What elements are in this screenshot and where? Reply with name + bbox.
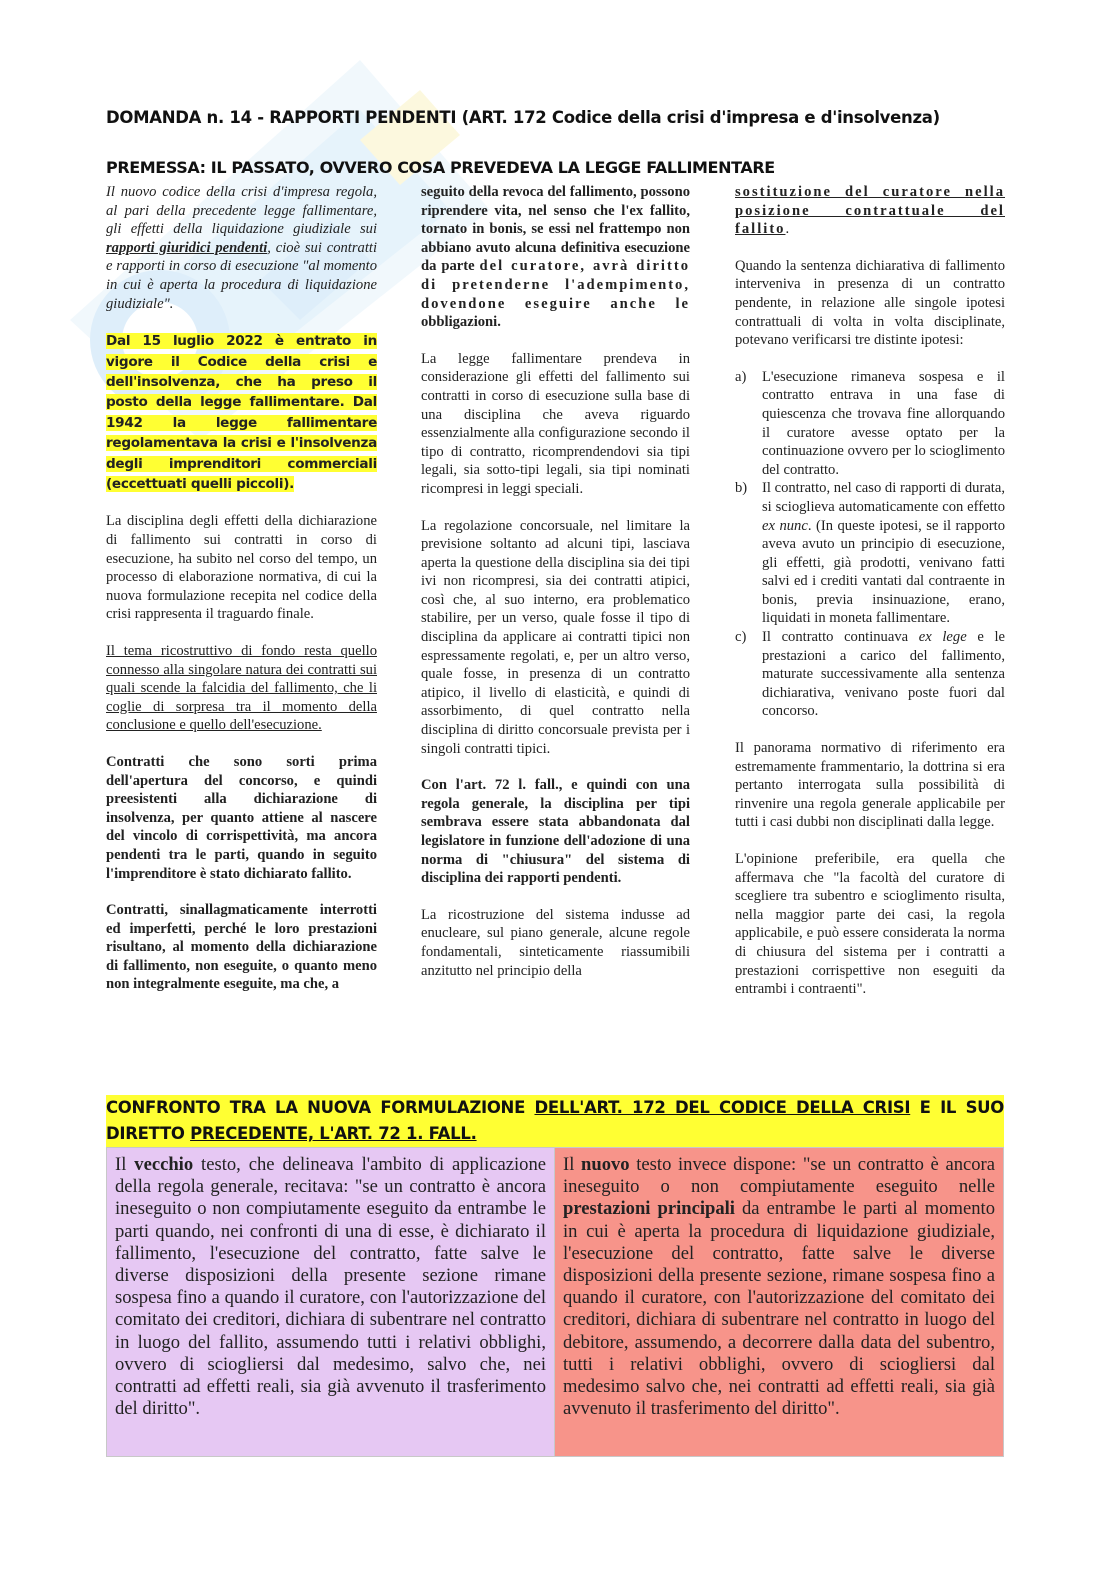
list-item-emphasis: ex lege bbox=[918, 629, 967, 646]
section-heading-confronto bbox=[106, 1095, 1004, 1147]
confronto-underlined-2: PRECEDENTE, L'ART. 72 1. FALL. bbox=[190, 1124, 477, 1143]
paragraph-contratti-2: Contratti, sinallagmaticamente interrotti ed imperfetti, perché le loro prestazioni risultano, al momento della dichiarazione di fallimento, non eseguite, o quanto meno non integralmente eseguite, ma che, a bbox=[106, 902, 377, 993]
revoca-text-spaced: del curatore, avrà diritto di pretenderne l'adempimento, dovendone eseguire anche le bbox=[421, 258, 690, 312]
paragraph-regolazione: La regolazione concorsuale, nel limitare la previsione soltanto ad alcuni tipi, lasciava aperta la questione della disciplina sia dei tipi ivi non ricompresi, sia dei contratti atipici, così che, al suo interno, era problematico stabilire, per un verso, quale fosse il tipo di disciplina da applicare ai contratti tipici non espressamente regolati, e, per un altro verso, quale fosse, in presenza di un contratto atipico, il livello di elasticità, e quindi di assorbimento, di quel contratto nella disciplina di diritto concorsuale prevista per i singoli contratti tipici. bbox=[421, 517, 690, 757]
paragraph-intro bbox=[106, 183, 377, 313]
revoca-text-c: obbligazioni. bbox=[421, 314, 501, 331]
sostituzione-emphasis: sostituzione del curatore nella posizione contrattuale del fallito bbox=[735, 184, 1005, 238]
text-column-2 bbox=[421, 183, 690, 998]
confronto-text-b: E IL SUO DIRETTO bbox=[106, 1098, 1004, 1143]
intro-text-b: , cioè sui contratti e rapporti in corso di esecuzione "al momento in cui è aperta la procedura di liquidazione giudiziale". bbox=[106, 239, 377, 312]
text-column-3 bbox=[735, 183, 1005, 1017]
list-marker: c) bbox=[735, 629, 747, 646]
list-item-text: Il contratto, nel caso di rapporti di durata, si scioglieva automaticamente con effetto bbox=[762, 480, 1005, 515]
paragraph-contratti-1: Contratti che sono sorti prima dell'apertura del concorso, e quindi preesistenti alla dichiarazione di insolvenza, per quanto attiene al nascere del vincolo di corrispettività, ma ancora pendenti tra le parti, quando in seguito l'imprenditore è stato dichiarato fallito. bbox=[106, 753, 377, 882]
new-text-c: da entrambe le parti al momento in cui è aperta la procedura di liquidazione giudiziale, l'esecuzione del contratto, fatte salve le diverse disposizioni della presente sezione, rimane sospesa fino a quando il curatore, con l'autorizzazione del comitato dei creditori, dichiara di subentrare nel contratto in luogo del debitore, assumendo, a decorrere dalla data del subentro, tutti i relativi obblighi, ovvero di sciogliersi dal medesimo salvo che, nei contratti ad effetti reali, sia già avvenuto il trasferimento del diritto". bbox=[563, 1198, 995, 1420]
intro-text-a: Il nuovo codice della crisi d'impresa regola, al pari della precedente legge fallimentare, gli effetti della liquidazione giudiziale sui bbox=[106, 184, 377, 238]
paragraph-tema: Il tema ricostruttivo di fondo resta quello connesso alla singolare natura dei contratti sui quali scende la falcidia del fallimento, che li coglie di sorpresa tra il momento della conclusione e quello dell'esecuzione. bbox=[106, 642, 377, 734]
paragraph-revoca bbox=[421, 183, 690, 332]
intro-emphasis: rapporti giuridici pendenti bbox=[106, 239, 268, 256]
hypotheses-list bbox=[735, 368, 1005, 721]
confronto-underlined-1: DELL'ART. 172 DEL CODICE DELLA CRISI bbox=[534, 1098, 911, 1117]
list-marker: a) bbox=[735, 368, 747, 385]
list-item bbox=[735, 368, 1005, 480]
text-column-1 bbox=[106, 183, 377, 1012]
revoca-text-a: seguito della revoca del fallimento, possono riprendere vita, nel senso che l'ex fallito, tornato in bonis, se essi nel frattempo non abbiano avuto alcuna definitiva esecuzione da parte bbox=[421, 184, 690, 275]
section-heading-premessa: PREMESSA: IL PASSATO, OVVERO COSA PREVEDEVA LA LEGGE FALLIMENTARE bbox=[106, 158, 775, 177]
list-marker: b) bbox=[735, 480, 748, 497]
highlight-box bbox=[106, 331, 377, 494]
comparison-table bbox=[106, 1147, 1004, 1457]
new-text-b: testo invece dispone: "se un contratto è ancora ineseguito o non compiutamente eseguito nelle bbox=[563, 1154, 995, 1198]
list-item-text-b: e le prestazioni a carico del fallimento, maturate successivamente alla sentenza dichiarativa, venivano poste fuori dal concorso. bbox=[762, 629, 1005, 720]
highlight-text: Dal 15 luglio 2022 è entrato in vigore il Codice della crisi e dell'insolvenza, che ha preso il posto della legge fallimentare. Dal 1942 la legge fallimentare regolamentava la crisi e l'insolvenza degli imprenditori commerciali (eccettuati quelli piccoli). bbox=[106, 333, 377, 492]
list-item-text-b: . (In queste ipotesi, se il rapporto aveva avuto un principio di esecuzione, gli effetti, già prodotti, venivano fatti salvi ed i crediti vantati dal contraente in bonis, previa insinuazione, erano, liquidati in moneta fallimentare. bbox=[762, 517, 1005, 627]
old-text-cell bbox=[107, 1148, 555, 1456]
list-item bbox=[735, 628, 1005, 721]
paragraph-legge-fallimentare: La legge fallimentare prendeva in considerazione gli effetti del fallimento sui contratti in corso di esecuzione sulla base di una disciplina che aveva riguardo essenzialmente alla configurazione secondo il tipo di contratto, ricomprendendovi sia tipi legali, sia sotto-tipi legali, sia tipi nominati ricompresi in leggi speciali. bbox=[421, 350, 690, 497]
new-text-cell bbox=[555, 1148, 1003, 1456]
paragraph-opinione: L'opinione preferibile, era quella che affermava che "la facoltà del curatore di scegliere tra subentro e scioglimento risulta, nella maggior parte dei casi, la regola applicabile, e può essere considerata la norma di chiusura del sistema per i contratti a prestazioni corrispettive non eseguiti da entrambi i contraenti". bbox=[735, 851, 1005, 998]
confronto-text-a: CONFRONTO TRA LA NUOVA FORMULAZIONE bbox=[106, 1098, 535, 1117]
new-text-strong: nuovo bbox=[581, 1154, 630, 1175]
old-text-strong: vecchio bbox=[134, 1154, 194, 1175]
new-text-a: Il bbox=[563, 1154, 582, 1175]
paragraph-panorama: Il panorama normativo di riferimento era estremamente frammentario, la dottrina si era pertanto interrogata sulla possibilità di rinvenire una regola generale applicabile per tutti i casi dubbi non disciplinati dalla legge. bbox=[735, 740, 1005, 831]
paragraph-sostituzione bbox=[735, 183, 1005, 239]
paragraph-sentenza: Quando la sentenza dichiarativa di fallimento interveniva in presenza di un contratto pendente, in relazione alle singole ipotesi contrattuali di volta in volta disciplinate, potevano verificarsi tre distinte ipotesi: bbox=[735, 257, 1005, 349]
paragraph-disciplina: La disciplina degli effetti della dichiarazione di fallimento sui contratti in corso di esecuzione, ha subito nel corso del tempo, un processo di elaborazione normativa, di cui la nuova formulazione recepita nel codice della crisi rappresenta il traguardo finale. bbox=[106, 513, 377, 623]
sostituzione-end: . bbox=[785, 221, 790, 238]
list-item-emphasis: ex nunc bbox=[762, 517, 808, 534]
list-item-text: Il contratto continuava bbox=[762, 629, 919, 646]
list-item bbox=[735, 479, 1005, 628]
old-text-b: testo, che delineava l'ambito di applicazione della regola generale, recitava: "se un contratto è ancora ineseguito o non compiutamente eseguito da entrambe le parti quando, nei confronti di una di esse, è dichiarato il fallimento, l'esecuzione del contratto, fatte salve le diverse disposizioni della presente sezione rimane sospesa fino a quando il curatore, con l'autorizzazione del comitato dei creditori, dichiara di subentrare nel contratto in luogo del fallito, assumendo tutti i relativi obblighi, ovvero di sciogliersi dal medesimo, salvo che, nei contratti ad effetti reali, sia già avvenuto il trasferimento del diritto". bbox=[115, 1154, 546, 1420]
paragraph-ricostruzione: La ricostruzione del sistema indusse ad enucleare, sul piano generale, alcune regole fondamentali, sinteticamente riassumibili anzitutto nel principio della bbox=[421, 906, 690, 979]
new-text-strong-2: prestazioni principali bbox=[563, 1198, 735, 1220]
paragraph-art72: Con l'art. 72 l. fall., e quindi con una regola generale, la disciplina per tipi sembrava essere stata abbandonata dal legislatore in funzione dell'adozione di una norma di "chiusura" del sistema di disciplina dei rapporti pendenti. bbox=[421, 777, 690, 887]
page-title: DOMANDA n. 14 - RAPPORTI PENDENTI (ART. 172 Codice della crisi d'impresa e d'insolvenza) bbox=[106, 108, 940, 127]
list-item-text: L'esecuzione rimaneva sospesa e il contratto entrava in una fase di quiescenza che trovava fine allorquando il curatore avesse optato per la continuazione ovvero per lo scioglimento del contratto. bbox=[762, 368, 1005, 478]
old-text-a: Il bbox=[115, 1154, 135, 1175]
